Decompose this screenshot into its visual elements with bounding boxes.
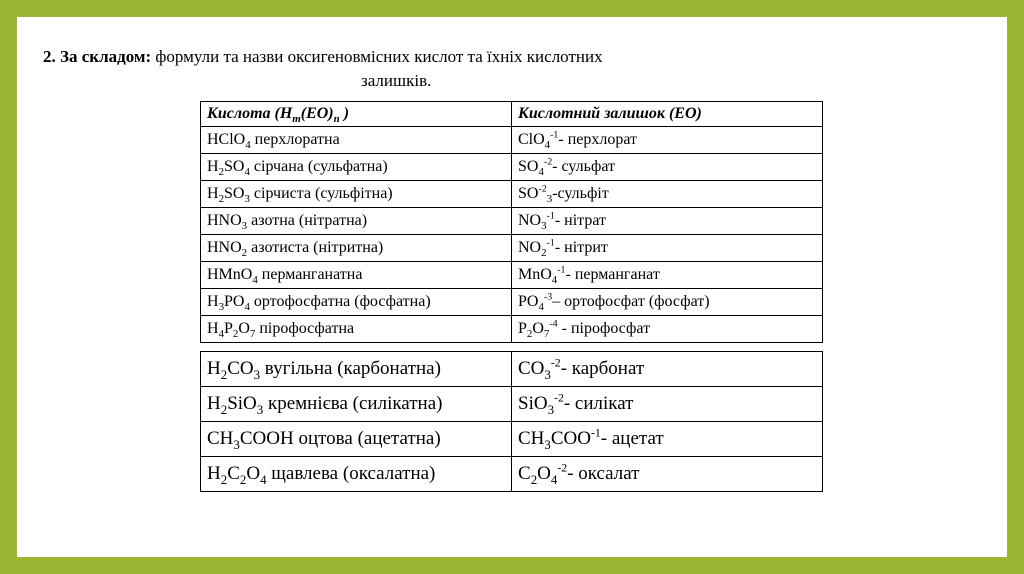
table-row [201,352,823,387]
heading-text: формули та назви оксигеновмісних кислот та їхніх кислотних [151,47,603,66]
residue-cell: $SO_4^{-2}-$ сульфат [512,154,823,181]
acid-cell: $HNO_3$ азотна (нітратна) [201,208,512,235]
table-row [201,316,823,343]
heading-lead: 2. За складом: [43,47,152,66]
table-row [201,457,823,492]
table-row [201,208,823,235]
acid-cell: $H_2C_2O_4$ щавлева (оксалатна) [201,457,512,492]
table-row [201,422,823,457]
acid-cell: HClO$_4$ перхлоратна [201,127,512,154]
residue-cell: $SO^{-2}_3$-сульфіт [512,181,823,208]
acid-cell: $H_2SO_3$ сірчиста (сульфітна) [201,181,512,208]
acid-cell: $H_2CO_3$ вугільна (карбонатна) [201,352,512,387]
table-row [201,289,823,316]
header-residue: Кислотний залишок (EO) [512,102,823,127]
residue-cell: $P_2O_7^{-4}$ - пірофосфат [512,316,823,343]
table-header-row [201,102,823,127]
acid-cell: $H_2SO_4$ сірчана (сульфатна) [201,154,512,181]
acid-cell: $H_2SiO_3$ кремнієва (силікатна) [201,387,512,422]
residue-cell: $NO_3^{-1}-$ нітрат [512,208,823,235]
residue-cell: $C_2O_4^{-2}-$ оксалат [512,457,823,492]
table-row [201,181,823,208]
residue-cell: MnO$_4^{-1}$- перманганат [512,262,823,289]
table-row [201,127,823,154]
acid-cell: $HNO_2$ азотиста (нітритна) [201,235,512,262]
header-acid: Кислота ($H_m(EO)_n$ ) [201,102,512,127]
residue-cell: $CH_3COO^{-1}-$ ацетат [512,422,823,457]
table-row [201,262,823,289]
table-row [201,235,823,262]
acid-cell: HMnO$_4$ перманганатна [201,262,512,289]
acids-table [200,101,823,343]
residue-cell: ClO$_4^{-1}$- перхлорат [512,127,823,154]
slide-heading [43,45,803,93]
acid-cell: $CH_3COOH$ оцтова (ацетатна) [201,422,512,457]
residue-cell: $CO_3^{-2}-$ карбонат [512,352,823,387]
slide [17,17,1007,557]
residue-cell: $NO_2^{-1}-$ нітрит [512,235,823,262]
heading-text-line2: залишків. [361,71,432,90]
acid-cell: $H_4P_2O_7$ пірофосфатна [201,316,512,343]
residue-cell: $PO_4^{-3}-$ ортофосфат (фосфат) [512,289,823,316]
acid-cell: $H_3PO_4$ ортофосфатна (фосфатна) [201,289,512,316]
acids-table-continued [200,351,823,492]
table-row [201,387,823,422]
residue-cell: SiO$_3^{-2}$- силікат [512,387,823,422]
table-row [201,154,823,181]
